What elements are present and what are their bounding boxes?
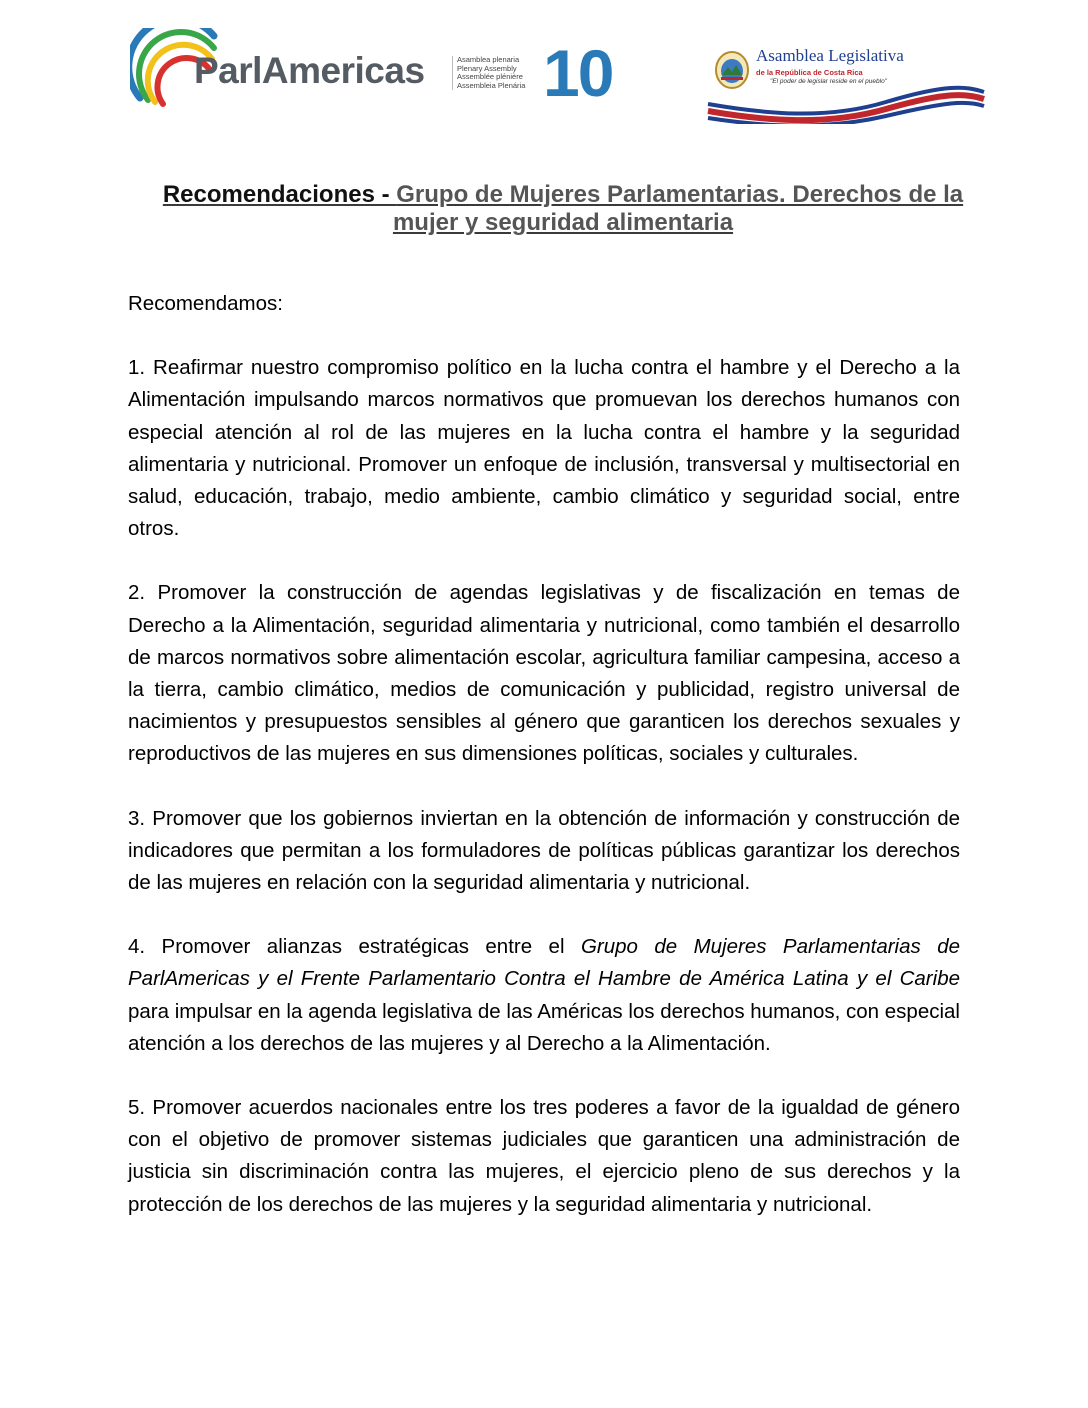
edition-number: 10 — [543, 36, 613, 110]
recommendation-4-lead: 4. Promover alianzas estratégicas entre el — [128, 935, 581, 959]
recommendation-4-italic: Grupo de Mujeres Parlamentarias de ParlAmericas y el Frente Parlamentario Contra el Hambre de América Latina y el Caribe — [128, 935, 960, 991]
recommendation-1: 1. Reafirmar nuestro compromiso político en la lucha contra el hambre y el Derecho a la Alimentación impulsando marcos normativos que promuevan los derechos humanos con especial atención al rol de las mujeres en la lucha contra el hambre y la seguridad alimentaria y nutricional. Promover un enfoque de inclusión, transversal y multisectorial en salud, educación, trabajo, medio ambiente, cambio climático y seguridad social, entre otros. — [128, 356, 960, 541]
parlamericas-wordmark: ParlAmericas — [194, 50, 425, 91]
asamblea-subtitle: de la República de Costa Rica — [756, 68, 863, 77]
title-subject: Grupo de Mujeres Parlamentarias. Derechos de la mujer y seguridad alimentaria — [392, 181, 964, 236]
title-prefix: Recomendaciones - — [162, 181, 397, 208]
assembly-line-es: Asamblea plenaria — [457, 55, 520, 64]
plenary-assembly-label — [452, 56, 539, 90]
recommendation-4 — [128, 931, 960, 1060]
recommendation-2: 2. Promover la construcción de agendas legislativas y de fiscalización en temas de Derecho a la Alimentación, seguridad alimentaria y nutricional, como también el desarrollo de marcos normativos sobre alimentación escolar, agricultura familiar campesina, acceso a la tierra, cambio climático, medios de comunicación y publicidad, registro universal de nacimientos y presupuestos sensibles al género que garanticen los derechos sexuales y reproductivos de las mujeres en sus dimensiones políticas, sociales y culturales. — [128, 581, 960, 766]
intro-line: Recomendamos: — [128, 292, 283, 315]
document-body — [128, 288, 960, 1253]
asamblea-legislativa-logo — [706, 42, 986, 124]
page-header — [0, 0, 1088, 130]
recommendation-3: 3. Promover que los gobiernos inviertan en la obtención de información y construcción de indicadores que permitan a los formuladores de políticas públicas garantizar los derechos de las mujeres en relación con la seguridad alimentaria y nutricional. — [128, 806, 960, 895]
recommendation-4-tail: para impulsar en la agenda legislativa de las Américas los derechos humanos, con especial atención a los derechos de las mujeres y al Derecho a la Alimentación. — [128, 999, 960, 1055]
asamblea-legislativa-title: Asamblea Legislativa — [756, 46, 904, 65]
asamblea-motto: "El poder de legislar reside en el pueblo" — [770, 78, 887, 85]
document-title — [128, 181, 998, 237]
assembly-line-fr: Assemblée plénière — [457, 72, 523, 81]
assembly-line-en: Plenary Assembly — [457, 63, 517, 73]
recommendation-5: 5. Promover acuerdos nacionales entre los tres poderes a favor de la igualdad de género con el objetivo de promover sistemas judiciales que garanticen una administración de justicia sin discriminación contra las mujeres, el ejercicio pleno de sus derechos y la protección de los derechos de las mujeres y la seguridad alimentaria y nutricional. — [128, 1096, 960, 1216]
parlamericas-logo — [130, 28, 470, 120]
flag-waves-icon — [706, 80, 986, 124]
assembly-line-pt: Assembleia Plenária — [457, 80, 526, 90]
